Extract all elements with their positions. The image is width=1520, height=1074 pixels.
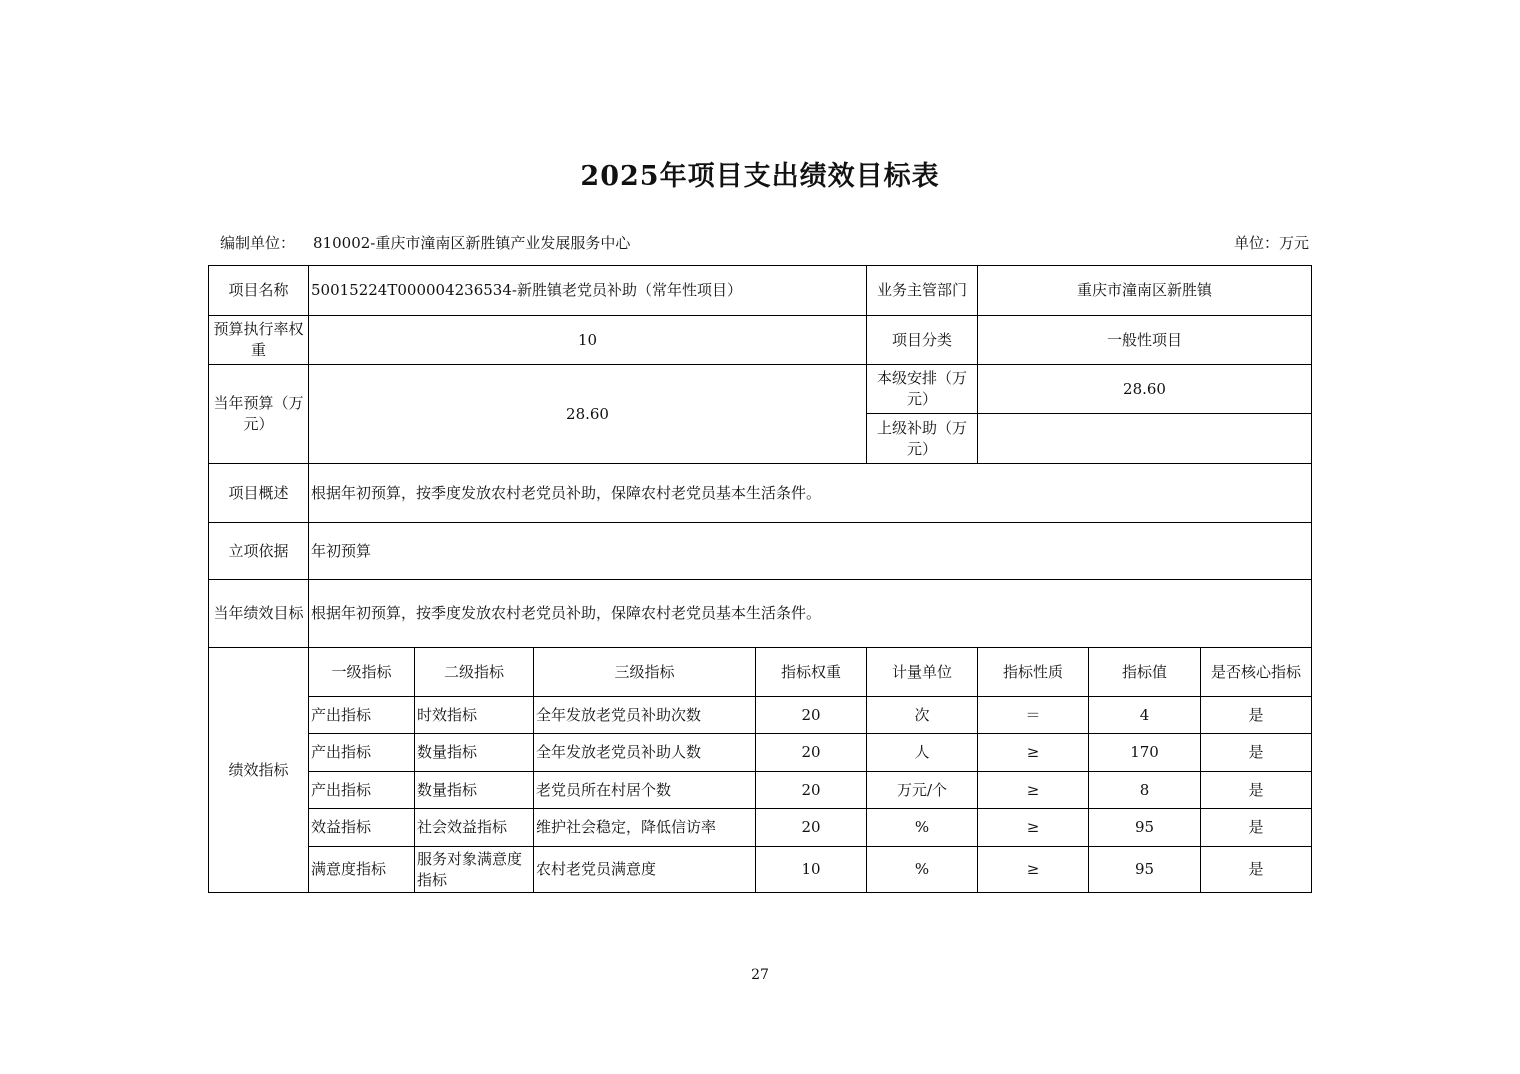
overview-value: 根据年初预算，按季度发放农村老党员补助，保障农村老党员基本生活条件。 [309,464,1312,523]
project-name-label: 项目名称 [209,266,309,316]
indicator-header: 计量单位 [867,648,978,697]
indicator-value: 95 [1089,847,1201,893]
measure-unit: 次 [867,697,978,734]
level3-indicator: 农村老党员满意度 [534,847,756,893]
upper-subsidy-value [978,414,1312,464]
indicator-row [209,809,1312,847]
indicator-row [209,734,1312,772]
level3-indicator: 老党员所在村居个数 [534,772,756,809]
category-value: 一般性项目 [978,316,1312,365]
is-core-indicator: 是 [1201,809,1312,847]
indicator-value: 95 [1089,809,1201,847]
dept-label: 业务主管部门 [867,266,978,316]
measure-unit: 人 [867,734,978,772]
project-name-value: 50015224T000004236534-新胜镇老党员补助（常年性项目） [309,266,867,316]
indicator-nature: ≥ [978,734,1089,772]
level1-indicator: 满意度指标 [309,847,415,893]
level2-indicator: 时效指标 [415,697,534,734]
goal-value: 根据年初预算，按季度发放农村老党员补助，保障农村老党员基本生活条件。 [309,580,1312,648]
measure-unit: % [867,809,978,847]
indicator-header: 指标性质 [978,648,1089,697]
indicator-row [209,697,1312,734]
goal-label: 当年绩效目标 [209,580,309,648]
indicator-value: 8 [1089,772,1201,809]
indicator-row [209,772,1312,809]
indicator-value: 170 [1089,734,1201,772]
indicator-value: 4 [1089,697,1201,734]
dept-value: 重庆市潼南区新胜镇 [978,266,1312,316]
level2-indicator: 数量指标 [415,772,534,809]
local-funds-label: 本级安排（万元） [867,365,978,414]
indicator-header: 一级指标 [309,648,415,697]
basis-label: 立项依据 [209,523,309,580]
indicators-section-label: 绩效指标 [209,648,309,893]
indicator-weight: 20 [756,697,867,734]
local-funds-value: 28.60 [978,365,1312,414]
org-value: 810002-重庆市潼南区新胜镇产业发展服务中心 [313,234,631,252]
weight-label: 预算执行率权重 [209,316,309,365]
unit-label: 单位：万元 [1233,234,1309,252]
upper-subsidy-label: 上级补助（万元） [867,414,978,464]
indicator-header: 三级指标 [534,648,756,697]
level3-indicator: 全年发放老党员补助次数 [534,697,756,734]
is-core-indicator: 是 [1201,697,1312,734]
category-label: 项目分类 [867,316,978,365]
page-number: 27 [751,967,769,983]
indicator-nature: ≥ [978,809,1089,847]
performance-table [208,265,1312,893]
measure-unit: % [867,847,978,893]
level1-indicator: 产出指标 [309,697,415,734]
page-title: 2025年项目支出绩效目标表 [580,161,940,192]
budget-value: 28.60 [309,365,867,464]
indicator-header: 指标权重 [756,648,867,697]
org-info [220,232,630,253]
indicator-nature: ≥ [978,847,1089,893]
is-core-indicator: 是 [1201,772,1312,809]
level2-indicator: 数量指标 [415,734,534,772]
level2-indicator: 社会效益指标 [415,809,534,847]
level1-indicator: 产出指标 [309,734,415,772]
is-core-indicator: 是 [1201,734,1312,772]
level1-indicator: 效益指标 [309,809,415,847]
weight-value: 10 [309,316,867,365]
org-label: 编制单位： [220,234,296,252]
indicator-row [209,847,1312,893]
indicator-weight: 20 [756,734,867,772]
indicator-header: 指标值 [1089,648,1201,697]
level3-indicator: 全年发放老党员补助人数 [534,734,756,772]
is-core-indicator: 是 [1201,847,1312,893]
indicator-nature: ＝ [978,697,1089,734]
indicator-weight: 10 [756,847,867,893]
budget-label: 当年预算（万元） [209,365,309,464]
indicator-nature: ≥ [978,772,1089,809]
indicator-weight: 20 [756,809,867,847]
indicator-weight: 20 [756,772,867,809]
overview-label: 项目概述 [209,464,309,523]
measure-unit: 万元/个 [867,772,978,809]
indicator-header: 是否核心指标 [1201,648,1312,697]
level1-indicator: 产出指标 [309,772,415,809]
basis-value: 年初预算 [309,523,1312,580]
level3-indicator: 维护社会稳定，降低信访率 [534,809,756,847]
indicator-header: 二级指标 [415,648,534,697]
level2-indicator: 服务对象满意度指标 [415,847,534,893]
